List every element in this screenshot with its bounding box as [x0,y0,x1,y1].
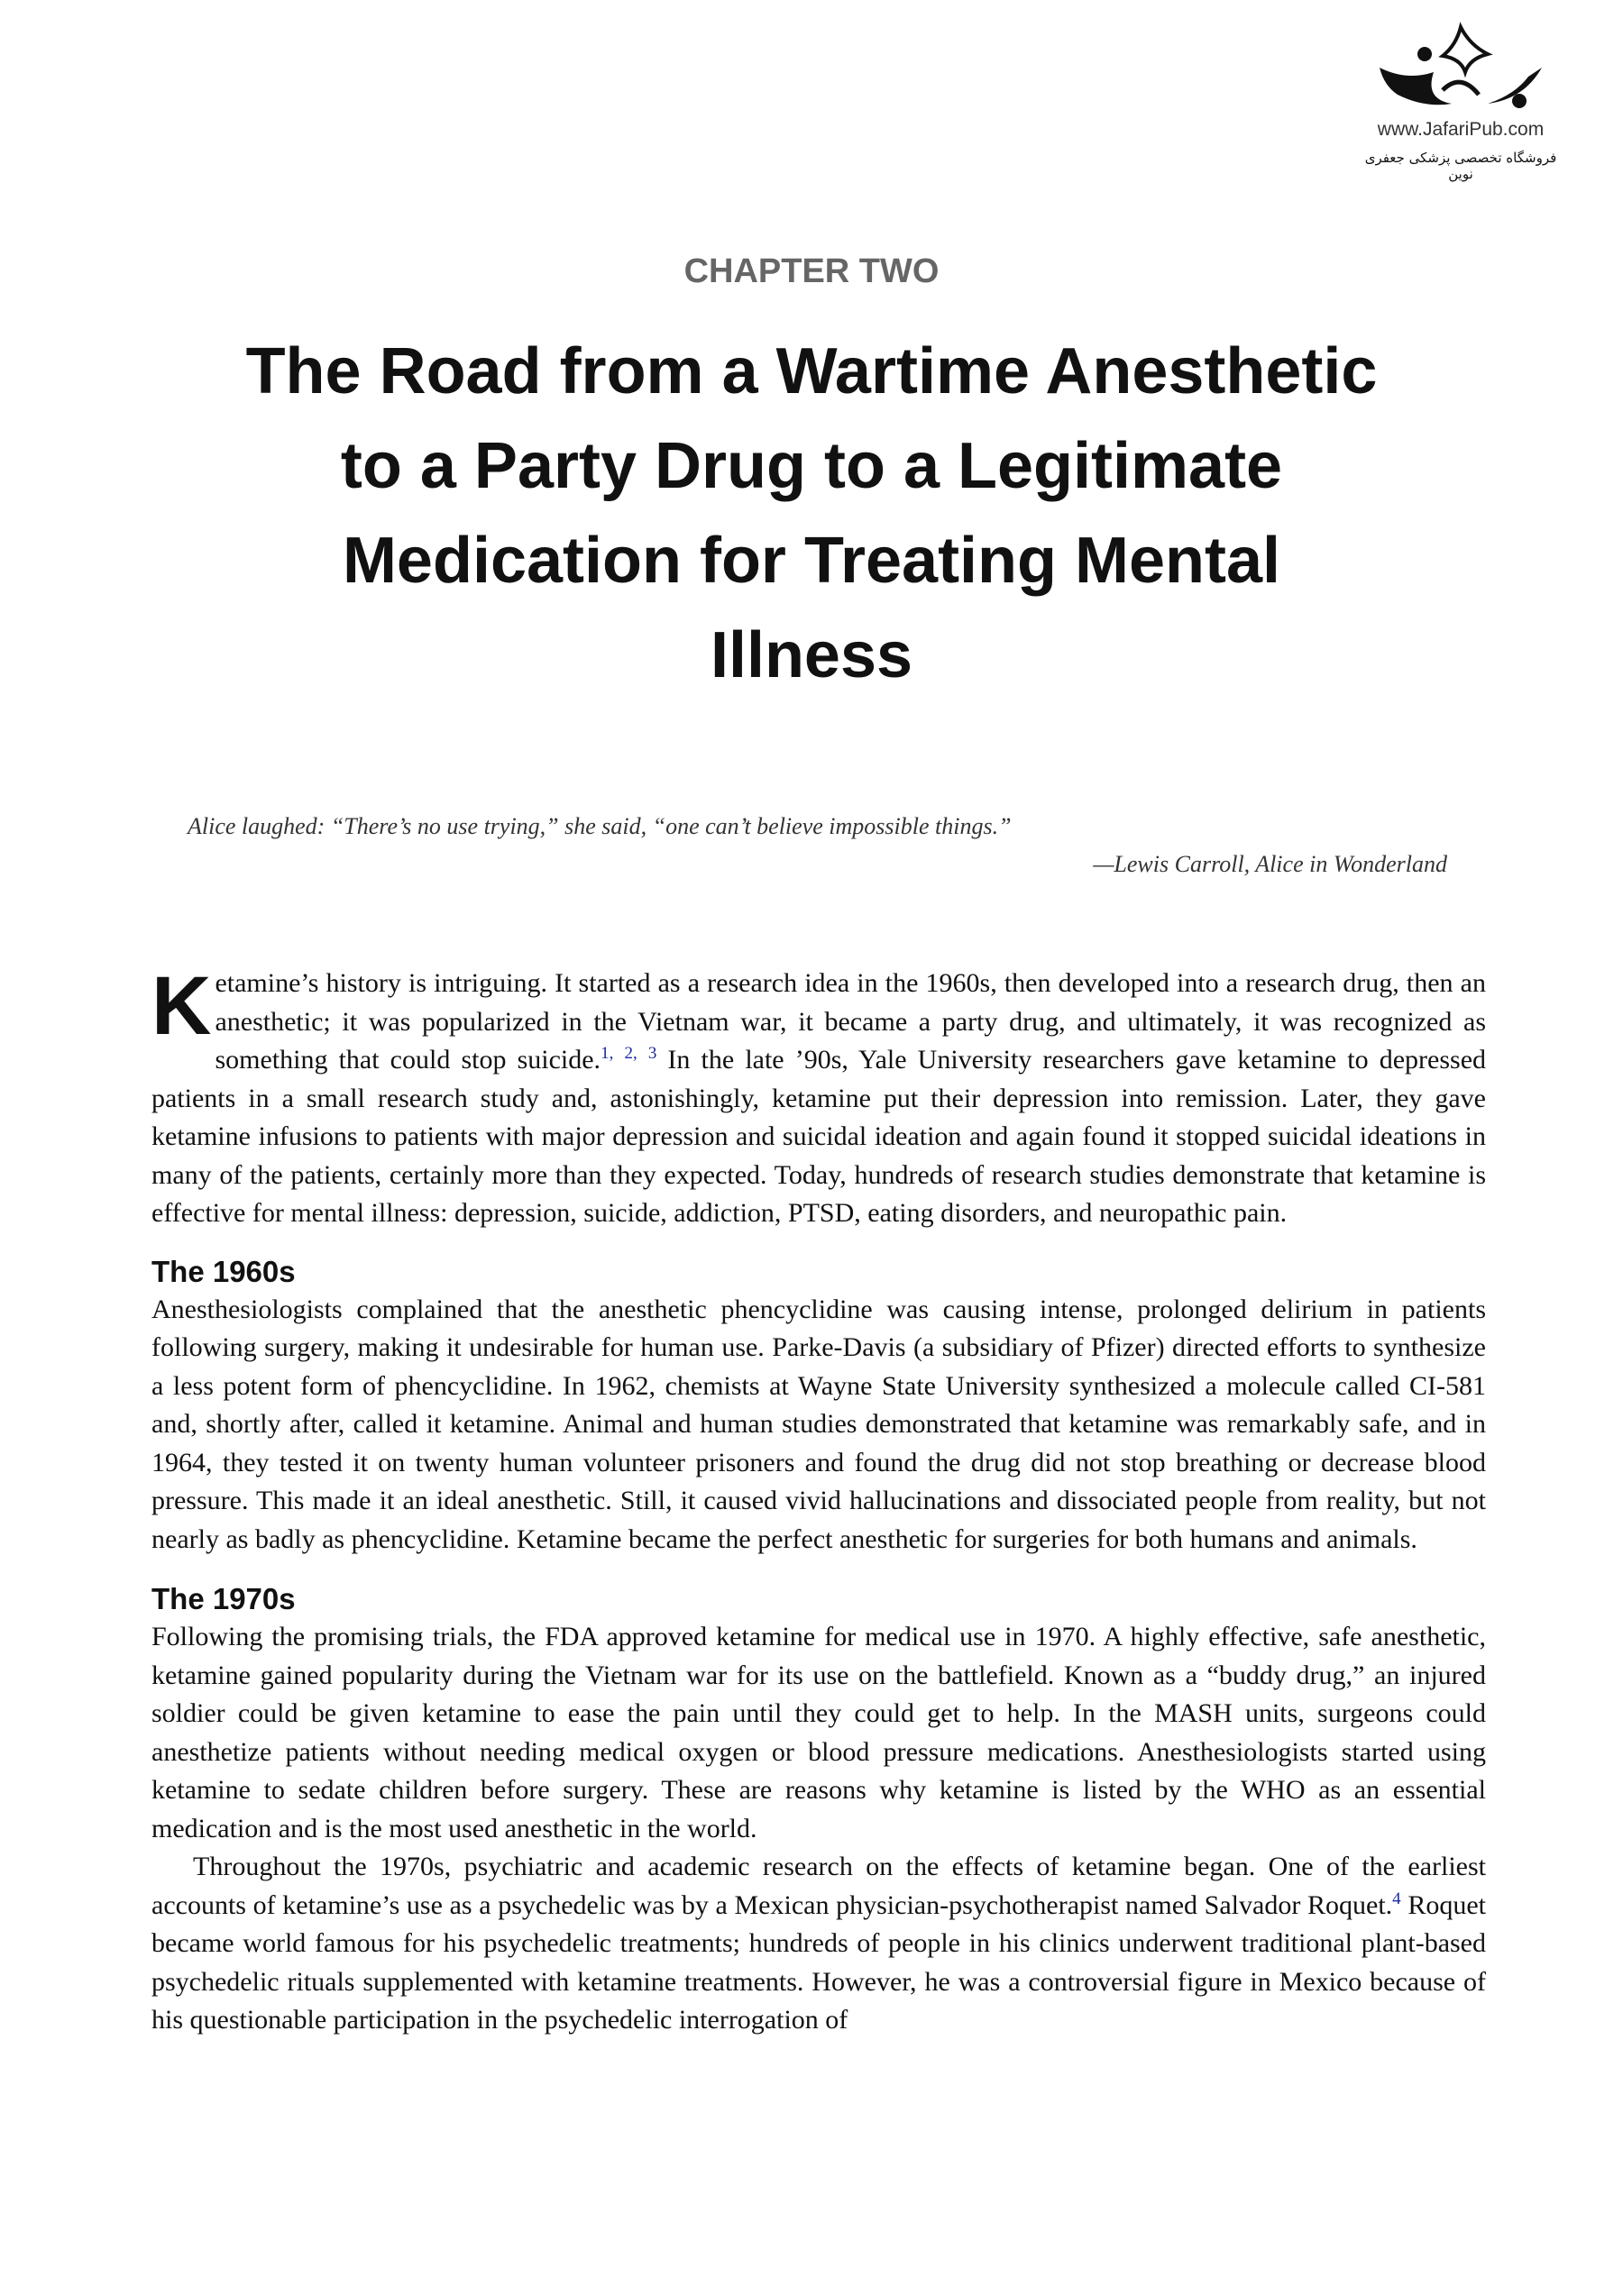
paragraph [151,1848,1486,2040]
body-text [151,960,1487,2040]
intro-text: In the late ’90s, Yale University researchers gave ketamine to depressed patients in a small research study and, astonishingly, ketamine put their depression into remission. Later, they gave ketamine infusions to patients with major depression and suicidal ideation and again found it stopped suicidal ideations in many of the patients, certainly more than they expected. Today, hundreds of research studies demonstrate that ketamine is effective for mental illness: depression, suicide, addiction, PTSD, eating disorders, and neuropathic pain. [151,1045,1487,1228]
title-line: Medication for Treating Mental [342,525,1281,597]
title-line: The Road from a Wartime Anesthetic [245,335,1378,407]
footnote-ref[interactable]: 1, [601,1044,614,1063]
paragraph: Anesthesiologists complained that the anesthetic phencyclidine was causing intense, prolonged delirium in patients following surgery, making it undesirable for human use. Parke-Davis (a subsidiary of Pfizer) directed efforts to synthesize a less potent form of phencyclidine. In 1962, chemists at Wayne State University synthesized a molecule called CI-581 and, shortly after, called it ketamine. Animal and human studies demonstrated that ketamine was remarkably safe, and in 1964, they tested it on twenty human volunteer prisoners and found the drug did not stop breathing or decrease blood pressure. This made it an ideal anesthetic. Still, it caused vivid hallucinations and dissociated people from reality, but not nearly as badly as phencyclidine. Ketamine became the perfect anesthetic for surgeries for both humans and animals. [151,1294,1486,1554]
drop-cap: K [151,960,212,1052]
section-heading: The 1960s [151,1254,296,1288]
paragraph-text: Throughout the 1970s, psychiatric and academic research on the effects of ketamine began. One of the earliest accounts of ketamine’s use as a psychedelic was by a Mexican physician-psychotherapist named Salvador Roquet. [151,1852,1486,1920]
epigraph-quote: Alice laughed: “There’s no use trying,” she said, “one can’t believe impossible things.” [188,813,1012,839]
footnote-ref[interactable]: 4 [1392,1889,1401,1908]
logo-persian-text: فروشگاه تخصصی پزشکی جعفری نوین [1364,150,1557,182]
intro-paragraph [151,960,1487,1233]
paragraph-text: Roquet became world famous for his psychedelic treatments; hundreds of people in his clinics underwent traditional plant-based psychedelic rituals supplemented with ketamine treatments. However, he was a controversial figure in Mexico because of his questionable participation in the psychedelic interrogation of [151,1889,1486,2035]
section-heading: The 1970s [151,1582,296,1615]
footnote-ref[interactable]: 2, [624,1044,637,1063]
footnote-ref[interactable]: 3 [647,1044,657,1063]
paragraph: Following the promising trials, the FDA approved ketamine for medical use in 1970. A highly effective, safe anesthetic, ketamine gained popularity during the Vietnam war for its use on the battlefield. Known as a “buddy drug,” an injured soldier could be given ketamine to ease the pain until they could get to help. In the MASH units, surgeons could anesthetize patients without needing medical oxygen or blood pressure medications. Anesthesiologists started using ketamine to sedate children before surgery. These are reasons why ketamine is listed by the WHO as an essential medication and is the most used anesthetic in the world. [151,1622,1486,1843]
intro-text: etamine’s history is intriguing. It started as a research idea in the 1960s, then developed into a research drug, then an anesthetic; it was popularized in the Vietnam war, it became a party drug, and ultimately, it was recognized as something that could stop suicide. [215,968,1486,1075]
title-line: to a Party Drug to a Legitimate [340,430,1283,502]
logo-url: www.JafariPub.com [1377,119,1545,140]
epigraph-attribution: —Lewis Carroll, Alice in Wonderland [1093,851,1447,877]
title-line: Illness [710,619,913,691]
chapter-title [135,325,1488,703]
calligraphy-logo-icon [1371,18,1551,117]
chapter-label: CHAPTER TWO [683,252,940,290]
publisher-logo [1352,18,1569,182]
